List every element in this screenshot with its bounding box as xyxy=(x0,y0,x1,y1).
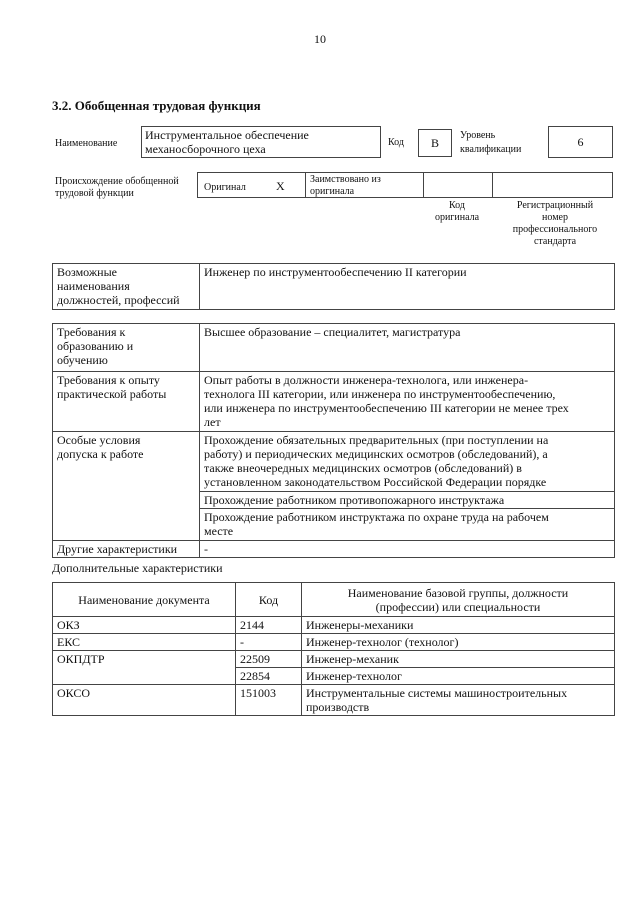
borrowed-line1: Заимствовано из xyxy=(310,174,381,185)
origin-divider-1 xyxy=(305,173,306,197)
origin-divider-3 xyxy=(492,173,493,197)
origin-row xyxy=(197,172,613,198)
experience-line3: или инженера по инструментообеспечению III категории не менее трех xyxy=(204,401,569,415)
name-label: Наименование xyxy=(55,138,118,149)
name-value xyxy=(141,126,381,158)
origin-label-line1: Происхождение обобщенной xyxy=(55,176,179,187)
row-name: Инженеры-механики xyxy=(302,617,615,634)
row-name: Инженер-механик xyxy=(302,651,615,668)
table-row xyxy=(53,634,615,651)
experience-line1: Опыт работы в должности инженера-технолога, или инженера- xyxy=(204,373,529,387)
special1-line2: работу) и периодических медицинских осмотров (обследований), а xyxy=(204,447,548,461)
row-name-line2: производств xyxy=(306,700,370,714)
experience-label-line1: Требования к опыту xyxy=(57,373,160,387)
education-label-line3: обучению xyxy=(57,353,108,367)
education-label xyxy=(53,324,200,372)
reg-line1: Регистрационный xyxy=(516,200,594,211)
positions-value: Инженер по инструментообеспечению II категории xyxy=(200,264,615,310)
row-doc: ОКПДТР xyxy=(53,651,236,685)
table-row xyxy=(53,685,615,716)
row-name: Инженер-технолог (технолог) xyxy=(302,634,615,651)
reg-line4: стандарта xyxy=(533,236,577,247)
level-value: 6 xyxy=(548,126,613,158)
reg-number-caption xyxy=(497,200,613,248)
reg-line2: номер xyxy=(542,212,568,223)
col-name-line1: Наименование базовой группы, должности xyxy=(347,585,569,600)
origin-divider-2 xyxy=(423,173,424,197)
experience-line2: технолога III категории, или инженера по инструментообеспечению, xyxy=(204,387,556,401)
special-label-line1: Особые условия xyxy=(57,433,141,447)
code-value: B xyxy=(418,129,452,157)
level-label-line2: квалификации xyxy=(460,144,522,155)
row-code: - xyxy=(236,634,302,651)
row-name-line1: Инструментальные системы машиностроительных xyxy=(306,686,568,700)
special-value-2: Прохождение работником противопожарного инструктажа xyxy=(200,492,615,509)
positions-label xyxy=(53,264,200,310)
row-doc: ОКЗ xyxy=(53,617,236,634)
additional-header-row xyxy=(53,583,615,617)
row-name xyxy=(302,685,615,716)
code-original-line2: оригинала xyxy=(434,212,480,223)
level-label xyxy=(460,130,521,156)
special-value-3 xyxy=(200,509,615,541)
level-label-line1: Уровень xyxy=(460,130,496,141)
special-label-line2: допуска к работе xyxy=(57,447,144,461)
special3-line2: месте xyxy=(204,524,234,538)
code-label: Код xyxy=(388,137,404,148)
special3-line1: Прохождение работником инструктажа по охране труда на рабочем xyxy=(204,510,549,524)
row-code: 2144 xyxy=(236,617,302,634)
page-number: 10 xyxy=(314,32,326,46)
special-row-1 xyxy=(53,432,615,492)
other-label: Другие характеристики xyxy=(53,541,200,558)
special1-line1: Прохождение обязательных предварительных (при поступлении на xyxy=(204,433,549,447)
other-row xyxy=(53,541,615,558)
origin-label-line2: трудовой функции xyxy=(55,188,134,199)
original-label: Оригинал xyxy=(204,182,246,193)
original-mark: X xyxy=(276,179,285,193)
education-label-line2: образованию и xyxy=(57,339,134,353)
additional-table xyxy=(52,582,615,716)
positions-table xyxy=(52,263,615,310)
special-label xyxy=(53,432,200,541)
row-doc: ОКСО xyxy=(53,685,236,716)
row-code: 22854 xyxy=(236,668,302,685)
row-code: 22509 xyxy=(236,651,302,668)
experience-line4: лет xyxy=(204,415,221,429)
education-value: Высшее образование – специалитет, магистратура xyxy=(200,324,615,372)
name-value-line2: механосборочного цеха xyxy=(145,142,266,156)
reg-line3: профессионального xyxy=(512,224,598,235)
positions-label-line1: Возможные xyxy=(57,265,117,279)
col-name-header xyxy=(302,583,615,617)
education-row xyxy=(53,324,615,372)
experience-label-line2: практической работы xyxy=(57,387,167,401)
code-original-line1: Код xyxy=(449,200,465,211)
section-title: 3.2. Обобщенная трудовая функция xyxy=(52,98,261,113)
positions-label-line2: наименования xyxy=(57,279,130,293)
experience-row xyxy=(53,372,615,432)
row-doc: ЕКС xyxy=(53,634,236,651)
borrowed-label xyxy=(310,174,381,198)
row-name: Инженер-технолог xyxy=(302,668,615,685)
education-label-line1: Требования к xyxy=(57,325,126,339)
table-row xyxy=(53,617,615,634)
special-value-1 xyxy=(200,432,615,492)
special1-line3: также внеочередных медицинских осмотров (обследований) в xyxy=(204,461,522,475)
positions-label-line3: должностей, профессий xyxy=(57,293,180,307)
additional-title: Дополнительные характеристики xyxy=(52,561,223,575)
requirements-table xyxy=(52,323,615,558)
positions-row xyxy=(53,264,615,310)
col-code-header: Код xyxy=(236,583,302,617)
table-row xyxy=(53,651,615,668)
other-value: - xyxy=(200,541,615,558)
borrowed-line2: оригинала xyxy=(310,186,355,197)
row-code: 151003 xyxy=(236,685,302,716)
code-original-caption xyxy=(422,200,492,224)
name-value-line1: Инструментальное обеспечение xyxy=(145,128,309,142)
col-doc-header: Наименование документа xyxy=(53,583,236,617)
experience-label xyxy=(53,372,200,432)
col-name-line2: (профессии) или специальности xyxy=(375,599,541,614)
special1-line4: установленном законодательством Российской Федерации порядке xyxy=(204,475,547,489)
origin-label xyxy=(55,176,179,200)
experience-value xyxy=(200,372,615,432)
